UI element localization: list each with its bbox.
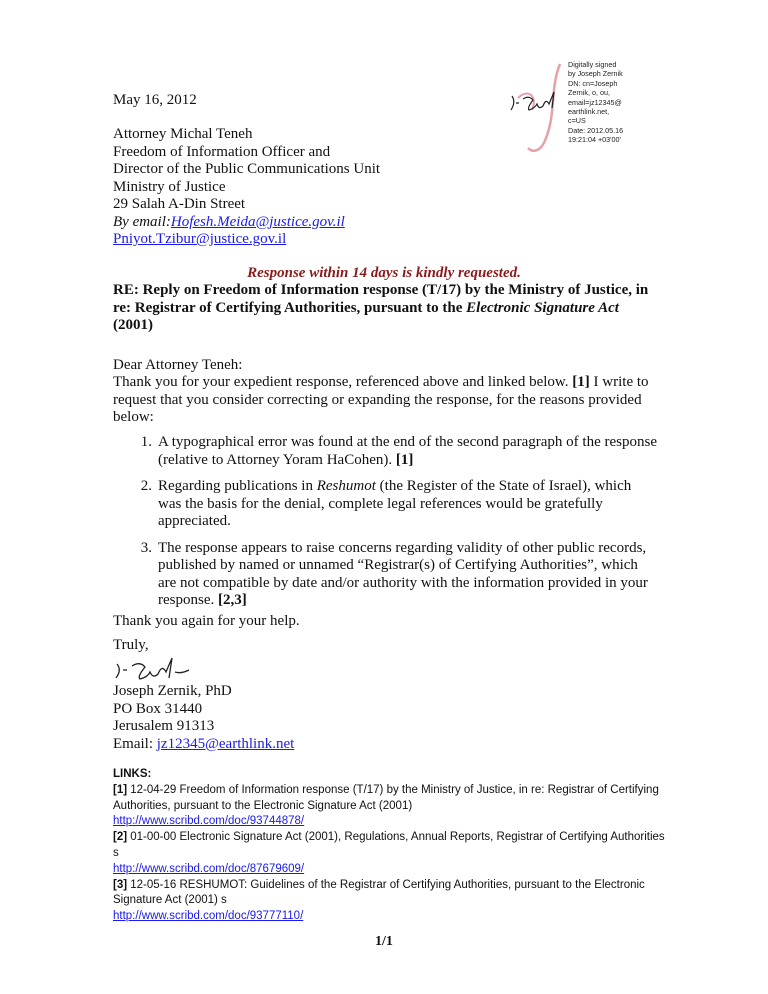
link-description: 12-05-16 RESHUMOT: Guidelines of the Registrar of Certifying Authorities, pursuant to the Electronic Signature Act (2001) s (113, 878, 645, 907)
recipient-name: Attorney Michal Teneh (113, 126, 253, 142)
link-entry (113, 878, 668, 910)
thanks-line: Thank you again for your help. (113, 613, 300, 629)
sender-block (113, 683, 294, 753)
sig-line: DN: cn=Joseph (568, 78, 618, 88)
links-section (113, 767, 668, 925)
sig-line: Digitally signed (568, 60, 617, 69)
list-item (113, 540, 658, 610)
reference-marker: [3] (113, 878, 128, 891)
recipient-title: Director of the Public Communications Unit (113, 161, 381, 177)
closing: Truly, (113, 637, 149, 653)
reference-marker: [1] (572, 374, 590, 390)
letter-date: May 16, 2012 (113, 92, 197, 108)
link-description: 12-04-29 Freedom of Information response (T/17) by the Ministry of Justice, in re: Registrar of Certifying Authorities, pursuant to the Electronic Signature Act (2001) (113, 783, 659, 812)
recipient-email-line (113, 231, 380, 249)
link-entry (113, 783, 668, 815)
email-link[interactable]: Pniyot.Tzibur@justice.gov.il (113, 231, 287, 247)
page-number: 1/1 (375, 934, 393, 949)
link-url-line (113, 909, 668, 925)
item-text: Regarding publications in (158, 478, 317, 494)
reference-marker: [2,3] (218, 592, 247, 608)
digital-signature-text (568, 60, 623, 145)
reference-marker: [2] (113, 831, 128, 844)
item-text: The response appears to raise concerns regarding validity of other public records, published by named or unnamed “Registrar(s) of Certifying Authorities”, which are not compatible by date and/or authority with the information provided in your response. (158, 539, 648, 608)
subject-text: (2001) (113, 317, 153, 333)
link-url[interactable]: http://www.scribd.com/doc/93744878/ (113, 815, 305, 828)
recipient-address (113, 126, 380, 249)
list-text (158, 434, 658, 469)
salutation: Dear Attorney Teneh: (113, 357, 243, 373)
subject-line (113, 282, 658, 335)
sig-line: 19:21:04 +03'00' (568, 135, 621, 145)
link-entry (113, 830, 668, 862)
recipient-email-line (113, 214, 380, 232)
link-url[interactable]: http://www.scribd.com/doc/93777110/ (113, 910, 304, 923)
item-text: A typographical error was found at the end of the second paragraph of the response (relative to Attorney Yoram HaCohen). (158, 434, 657, 468)
sig-line: by Joseph Zernik (568, 69, 623, 79)
subject-act: Electronic Signature Act (466, 299, 619, 316)
link-url[interactable]: http://www.scribd.com/doc/87679609/ (113, 862, 305, 875)
sig-line: email=jz12345@ (568, 97, 622, 107)
intro-text: I write to request that you consider correcting or expanding the response, for the reasons provided below: (113, 374, 649, 425)
reference-marker: [1] (395, 451, 414, 468)
email-link[interactable]: jz12345@earthlink.net (156, 735, 295, 752)
sender-city: Jerusalem 91313 (113, 718, 215, 734)
recipient-org: Ministry of Justice (113, 178, 226, 195)
list-number: 2. (140, 478, 152, 494)
email-prefix: By email: (113, 213, 171, 230)
subject-text: RE: Reply on Freedom of Information response (T/17) by the Ministry of Justice, in re: Registrar of Certifying Authorities, pursuant to the (113, 282, 649, 316)
email-label: Email: (113, 735, 157, 752)
item-italic: Reshumot (316, 478, 376, 494)
intro-text: Thank you for your expedient response, referenced above and linked below. (113, 374, 573, 390)
handwritten-signature (113, 654, 203, 682)
links-header (113, 767, 668, 783)
list-item (113, 434, 658, 469)
list-text (158, 540, 658, 610)
intro-paragraph (113, 374, 658, 427)
list-number: 3. (140, 539, 152, 556)
recipient-title: Freedom of Information Officer and (113, 143, 331, 160)
sig-line: Zernik, o, ou, (568, 88, 610, 98)
list-text (158, 478, 658, 531)
sender-email-line (113, 736, 294, 754)
email-link[interactable]: Hofesh.Meida@justice.gov.il (170, 213, 345, 230)
reference-marker: [1] (113, 783, 128, 796)
sig-line: earthlink.net, (568, 107, 610, 117)
list-item (113, 478, 658, 531)
recipient-street: 29 Salah A-Din Street (113, 196, 246, 212)
sig-line: Date: 2012.05.16 (568, 125, 624, 135)
link-description: 01-00-00 Electronic Signature Act (2001), Regulations, Annual Reports, Registrar of Certifying Authorities s (113, 831, 665, 859)
link-url-line (113, 862, 668, 878)
request-note: Response within 14 days is kindly requested. (247, 265, 521, 281)
links-header-text: LINKS: (113, 768, 152, 780)
sig-line: c=US (568, 116, 586, 126)
sender-name: Joseph Zernik, PhD (113, 683, 232, 699)
link-url-line (113, 814, 668, 830)
sender-box: PO Box 31440 (113, 700, 203, 717)
item-text: (the Register of the State of Israel), which was the basis for the denial, complete legal references would be gratefully appreciated. (158, 478, 632, 529)
numbered-list (113, 434, 658, 619)
list-number: 1. (140, 434, 152, 450)
signature-graphic (113, 654, 203, 682)
